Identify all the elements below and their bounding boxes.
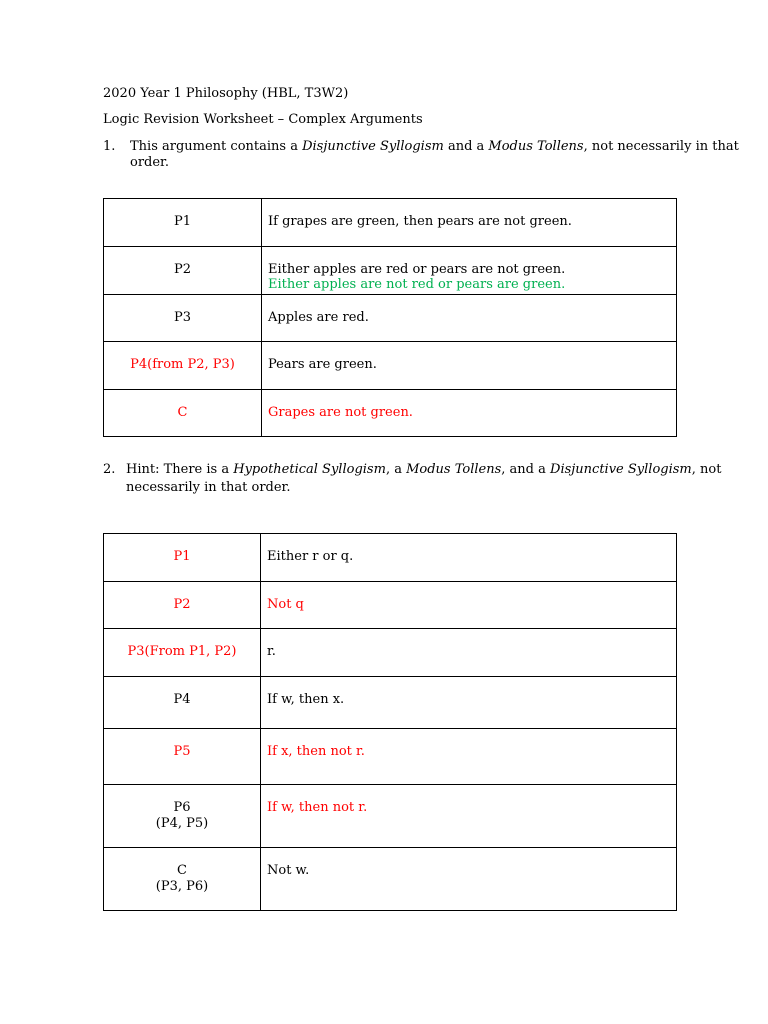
q2-text-part: , a	[385, 462, 407, 477]
conclusion-label-cell	[104, 390, 262, 437]
table-row	[104, 582, 677, 629]
premise-statement: Either r or q.	[267, 549, 354, 564]
premise-label-cell	[104, 247, 262, 295]
table-row	[104, 785, 677, 848]
conclusion-statement: Grapes are not green.	[268, 405, 413, 420]
statement-cell	[262, 247, 677, 295]
premise-label-main: P6	[173, 800, 191, 815]
table-row	[104, 729, 677, 785]
table-row	[104, 677, 677, 729]
table-row	[104, 342, 677, 390]
q1-text-term: Disjunctive Syllogism	[302, 139, 444, 154]
premise-label-cell	[104, 295, 262, 342]
premise-label-cell	[104, 785, 261, 848]
premise-label: P5	[173, 744, 191, 759]
statement-cell	[261, 729, 677, 785]
statement-cell	[262, 342, 677, 390]
worksheet-title: 2020 Year 1 Philosophy (HBL, T3W2)	[103, 86, 349, 101]
statement-cell	[262, 295, 677, 342]
premise-label-cell	[104, 534, 261, 582]
premise-statement: If x, then not r.	[267, 744, 365, 759]
premise-label-cell	[104, 199, 262, 247]
q1-text-part: This argument contains a	[130, 139, 303, 154]
statement-cell	[262, 390, 677, 437]
conclusion-label-main: C	[177, 863, 187, 878]
premise-label-cell	[104, 677, 261, 729]
premise-statement: Pears are green.	[268, 357, 377, 372]
q1-number: 1.	[103, 139, 116, 154]
statement-cell	[262, 199, 677, 247]
premise-label	[104, 785, 260, 832]
premise-label-cell	[104, 629, 261, 677]
table-row	[104, 199, 677, 247]
premise-statement: If grapes are green, then pears are not green.	[268, 214, 572, 229]
table-row	[104, 390, 677, 437]
q2-number: 2.	[103, 462, 116, 477]
premise-statement: r.	[267, 644, 276, 659]
premise-label-cell	[104, 342, 262, 390]
conclusion-label: C	[177, 405, 188, 420]
q1-text-term: Modus Tollens	[488, 139, 584, 154]
conclusion-label-source: (P3, P6)	[155, 879, 209, 894]
q1-text-line2: order.	[130, 155, 169, 170]
premise-statement: If w, then x.	[267, 692, 345, 707]
premise-statement: Apples are red.	[268, 310, 369, 325]
statement-cell	[261, 534, 677, 582]
premise-label: P4(from P2, P3)	[130, 357, 235, 372]
table-row	[104, 629, 677, 677]
statement-cell	[261, 848, 677, 911]
statement-cell	[261, 629, 677, 677]
q2-text-line2: necessarily in that order.	[126, 480, 291, 495]
table-row	[104, 534, 677, 582]
q1-text-part: and a	[443, 139, 489, 154]
conclusion-statement: Not w.	[267, 863, 310, 878]
premise-label: P3	[173, 310, 192, 325]
premise-label: P1	[173, 214, 192, 229]
premise-label-source: (P4, P5)	[155, 816, 209, 831]
premise-correction: Either apples are not red or pears are green.	[268, 277, 566, 292]
worksheet-subtitle: Logic Revision Worksheet – Complex Arguments	[103, 112, 423, 127]
conclusion-label	[104, 848, 260, 895]
premise-label: P2	[173, 597, 191, 612]
table-row	[104, 247, 677, 295]
table-row	[104, 295, 677, 342]
q2-text-part: , not	[691, 462, 722, 477]
q1-argument-table	[103, 198, 677, 437]
premise-label: P2	[173, 262, 192, 277]
premise-statement: If w, then not r.	[267, 800, 368, 815]
conclusion-label-cell	[104, 848, 261, 911]
q2-text-term: Modus Tollens	[406, 462, 502, 477]
premise-label: P1	[173, 549, 191, 564]
premise-label: P3(From P1, P2)	[127, 644, 237, 659]
q2-argument-table	[103, 533, 677, 911]
premise-label: P4	[173, 692, 191, 707]
q1-text-part: , not necessarily in that	[583, 139, 739, 154]
q2-text	[126, 462, 721, 477]
q2-text-term: Hypothetical Syllogism	[233, 462, 386, 477]
q2-text-part: Hint: There is a	[126, 462, 234, 477]
premise-statement: Either apples are red or pears are not green.	[268, 262, 566, 277]
statement-cell	[261, 582, 677, 629]
q1-text	[130, 139, 739, 154]
statement-cell	[261, 677, 677, 729]
premise-label-cell	[104, 582, 261, 629]
statement-cell	[261, 785, 677, 848]
premise-label-cell	[104, 729, 261, 785]
q2-text-term: Disjunctive Syllogism	[550, 462, 692, 477]
q2-text-part: , and a	[501, 462, 551, 477]
premise-statement: Not q	[267, 597, 304, 612]
table-row	[104, 848, 677, 911]
